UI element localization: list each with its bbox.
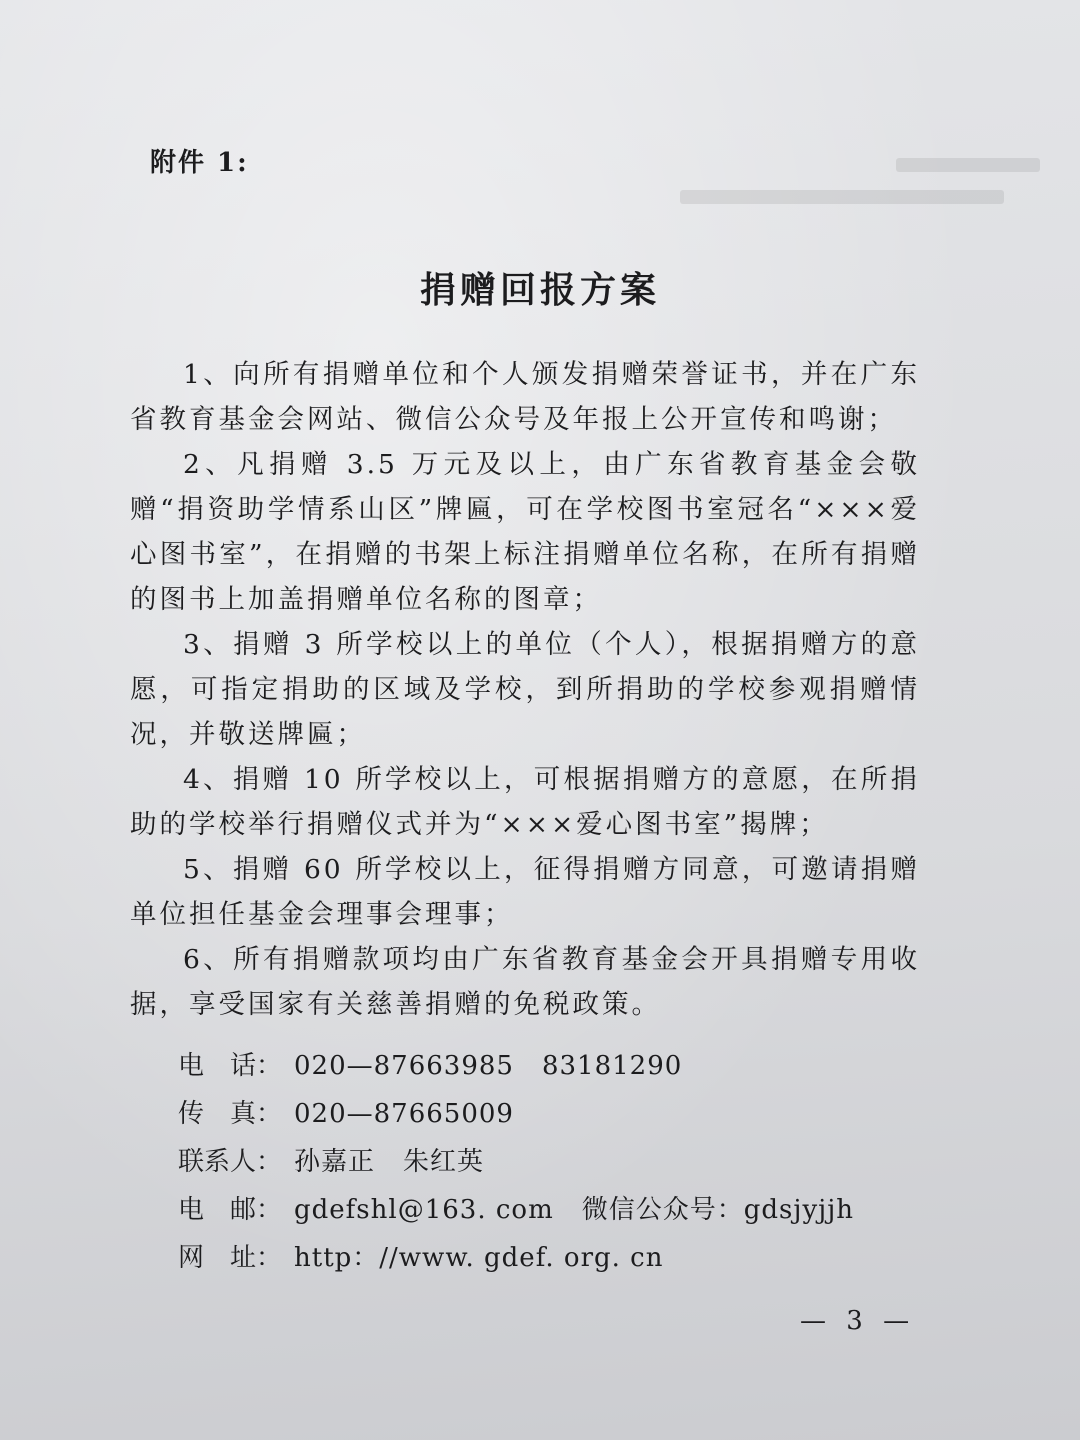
fax-label: 传 真：	[178, 1099, 283, 1129]
fax-row	[178, 1090, 854, 1138]
phone-row	[178, 1042, 854, 1090]
bleed-through-text	[680, 140, 1040, 260]
document-title: 捐赠回报方案	[419, 269, 660, 311]
paragraph-1: 1、向所有捐赠单位和个人颁发捐赠荣誉证书，并在广东省教育基金会网站、微信公众号及年报上公开宣传和鸣谢；	[130, 359, 920, 435]
page-number: — 3 —	[800, 1306, 916, 1336]
wechat-label: 微信公众号：	[581, 1195, 744, 1225]
paragraph-3: 3、捐赠 3 所学校以上的单位（个人），根据捐赠方的意愿，可指定捐助的区域及学校，到所捐助的学校参观捐赠情况，并敬送牌匾；	[130, 629, 920, 750]
contact-person-2: 朱红英	[403, 1147, 485, 1177]
document-body	[130, 352, 920, 1027]
attachment-label: 附件 1:	[150, 148, 249, 178]
phone-value-2: 83181290	[541, 1051, 683, 1081]
contact-person-label: 联系人：	[178, 1147, 283, 1177]
contact-person-row	[178, 1138, 854, 1186]
email-value: gdefshl@163. com	[294, 1195, 554, 1225]
website-label: 网 址：	[178, 1243, 283, 1273]
fax-value: 020—87665009	[294, 1099, 514, 1129]
email-row	[178, 1186, 854, 1234]
paragraph-2: 2、凡捐赠 3.5 万元及以上，由广东省教育基金会敬赠“捐资助学情系山区”牌匾，可在学校图书室冠名“×××爱心图书室”，在捐赠的书架上标注捐赠单位名称，在所有捐赠的图书上加盖捐赠单位名称的图章；	[130, 449, 920, 615]
paragraph-6: 6、所有捐赠款项均由广东省教育基金会开具捐赠专用收据，享受国家有关慈善捐赠的免税政策。	[130, 944, 920, 1020]
website-value: http：//www. gdef. org. cn	[294, 1243, 664, 1273]
website-row	[178, 1234, 854, 1282]
contact-person-1: 孙嘉正	[294, 1147, 376, 1177]
paragraph-4: 4、捐赠 10 所学校以上，可根据捐赠方的意愿，在所捐助的学校举行捐赠仪式并为“×××爱心图书室”揭牌；	[130, 764, 920, 840]
email-label: 电 邮：	[178, 1195, 283, 1225]
phone-label: 电 话：	[178, 1051, 283, 1081]
phone-value-1: 020—87663985	[294, 1051, 514, 1081]
wechat-value: gdsjyjjh	[743, 1195, 854, 1225]
paragraph-5: 5、捐赠 60 所学校以上，征得捐赠方同意，可邀请捐赠单位担任基金会理事会理事；	[130, 854, 920, 930]
contact-info	[178, 1042, 854, 1282]
